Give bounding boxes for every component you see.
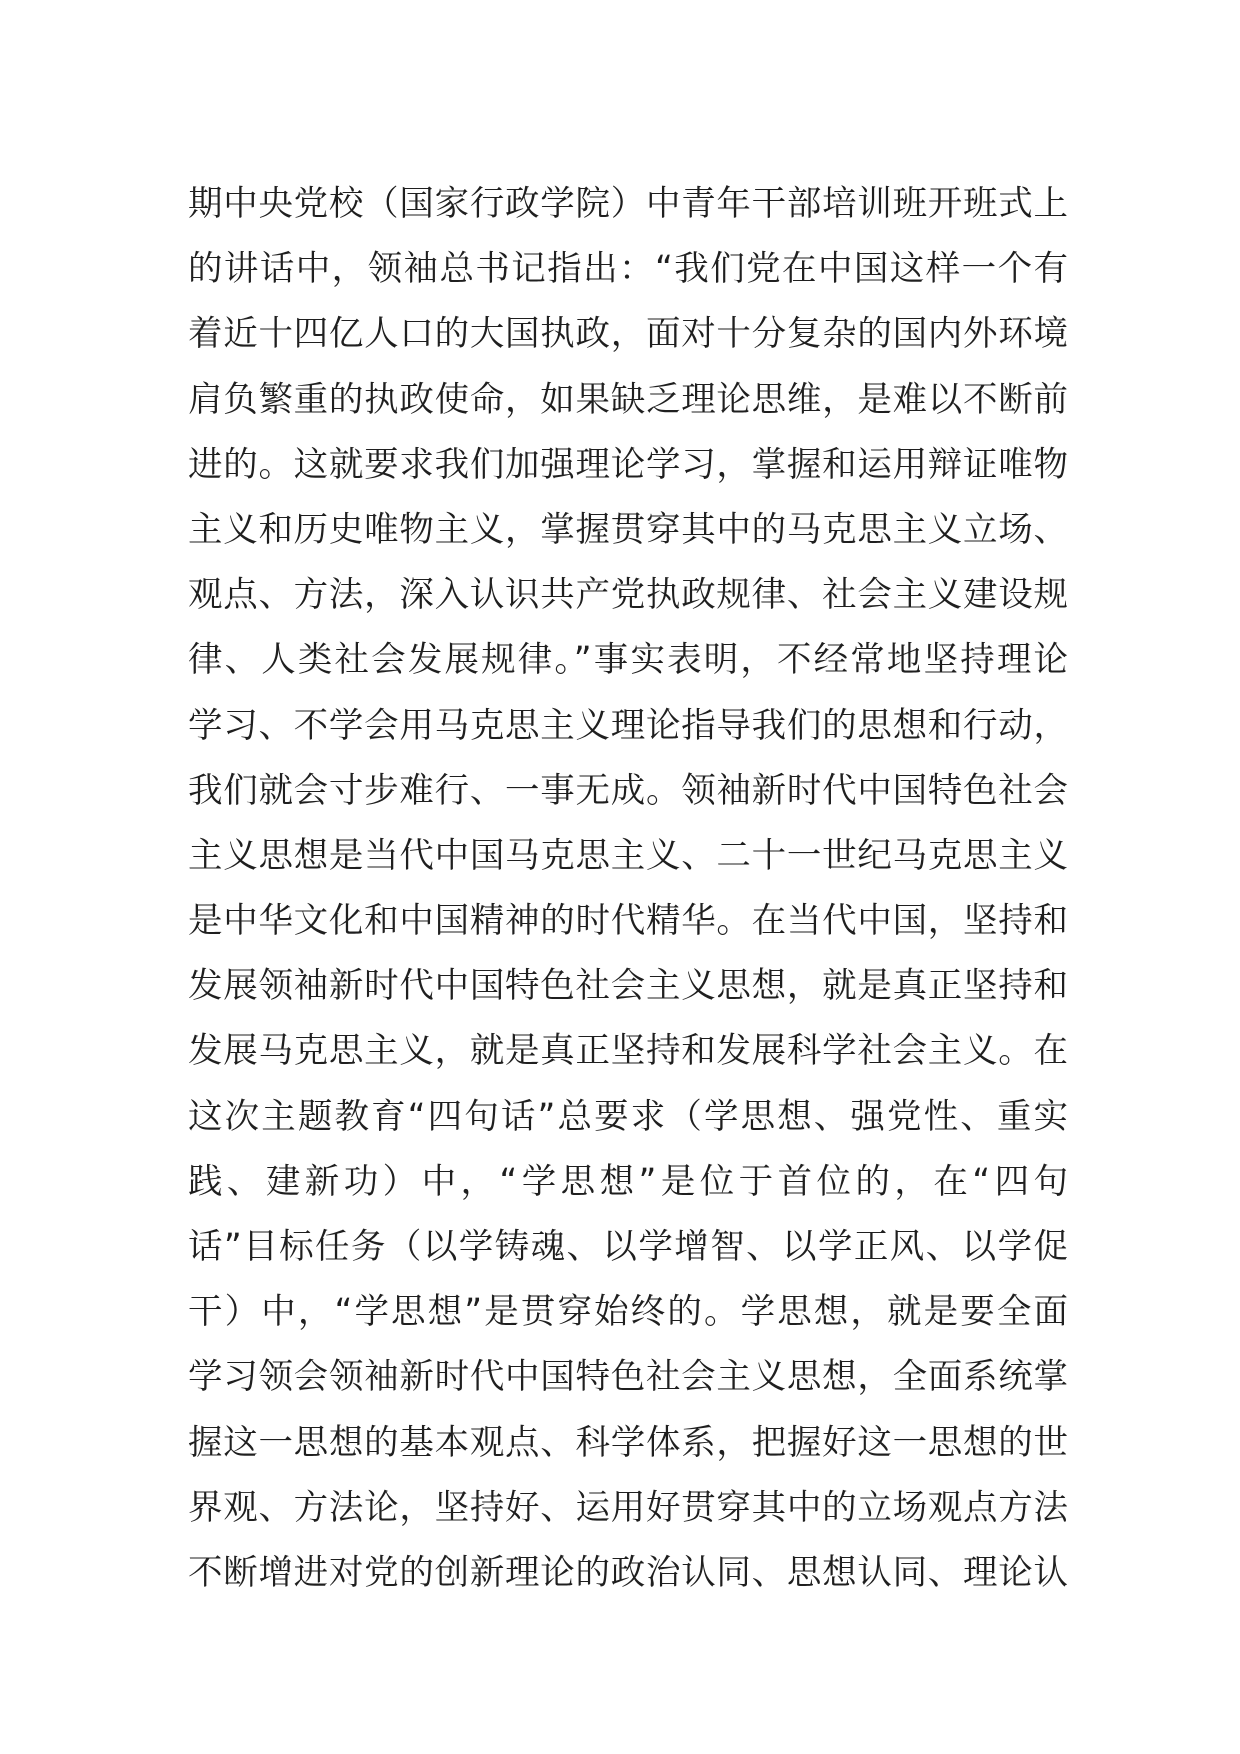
text-line: 践、建新功）中，“学思想”是位于首位的，在“四句 xyxy=(188,1161,1068,1202)
text-line: 进的。这就要求我们加强理论学习，掌握和运用辩证唯物 xyxy=(188,444,1068,485)
text-line: 界观、方法论，坚持好、运用好贯穿其中的立场观点方法 xyxy=(188,1487,1068,1528)
text-line: 着近十四亿人口的大国执政，面对十分复杂的国内外环境 xyxy=(188,314,1068,355)
text-line: 发展领袖新时代中国特色社会主义思想，就是真正坚持和 xyxy=(188,966,1068,1007)
text-line: 律、人类社会发展规律。”事实表明，不经常地坚持理论 xyxy=(188,640,1068,681)
text-line: 学习领会领袖新时代中国特色社会主义思想，全面系统掌 xyxy=(188,1357,1068,1398)
text-line: 发展马克思主义，就是真正坚持和发展科学社会主义。在 xyxy=(188,1031,1068,1072)
text-line: 观点、方法，深入认识共产党执政规律、社会主义建设规 xyxy=(188,575,1068,616)
text-line: 干）中，“学思想”是贯穿始终的。学思想，就是要全面 xyxy=(188,1292,1068,1333)
body-paragraph xyxy=(188,172,1068,1606)
text-line: 话”目标任务（以学铸魂、以学增智、以学正风、以学促 xyxy=(188,1227,1068,1267)
text-line: 肩负繁重的执政使命，如果缺乏理论思维，是难以不断前 xyxy=(188,379,1068,420)
text-line: 的讲话中，领袖总书记指出：“我们党在中国这样一个有 xyxy=(188,249,1068,290)
text-line: 是中华文化和中国精神的时代精华。在当代中国，坚持和 xyxy=(188,901,1068,942)
text-line: 学习、不学会用马克思主义理论指导我们的思想和行动， xyxy=(188,705,1068,746)
text-line: 握这一思想的基本观点、科学体系，把握好这一思想的世 xyxy=(188,1422,1068,1463)
text-line: 这次主题教育“四句话”总要求（学思想、强党性、重实 xyxy=(188,1096,1068,1137)
text-line: 我们就会寸步难行、一事无成。领袖新时代中国特色社会 xyxy=(188,770,1068,811)
text-line: 不断增进对党的创新理论的政治认同、思想认同、理论认 xyxy=(188,1552,1068,1593)
text-line: 主义和历史唯物主义，掌握贯穿其中的马克思主义立场、 xyxy=(188,509,1068,550)
text-line: 期中央党校（国家行政学院）中青年干部培训班开班式上 xyxy=(188,184,1068,224)
text-line: 主义思想是当代中国马克思主义、二十一世纪马克思主义 xyxy=(188,835,1068,876)
